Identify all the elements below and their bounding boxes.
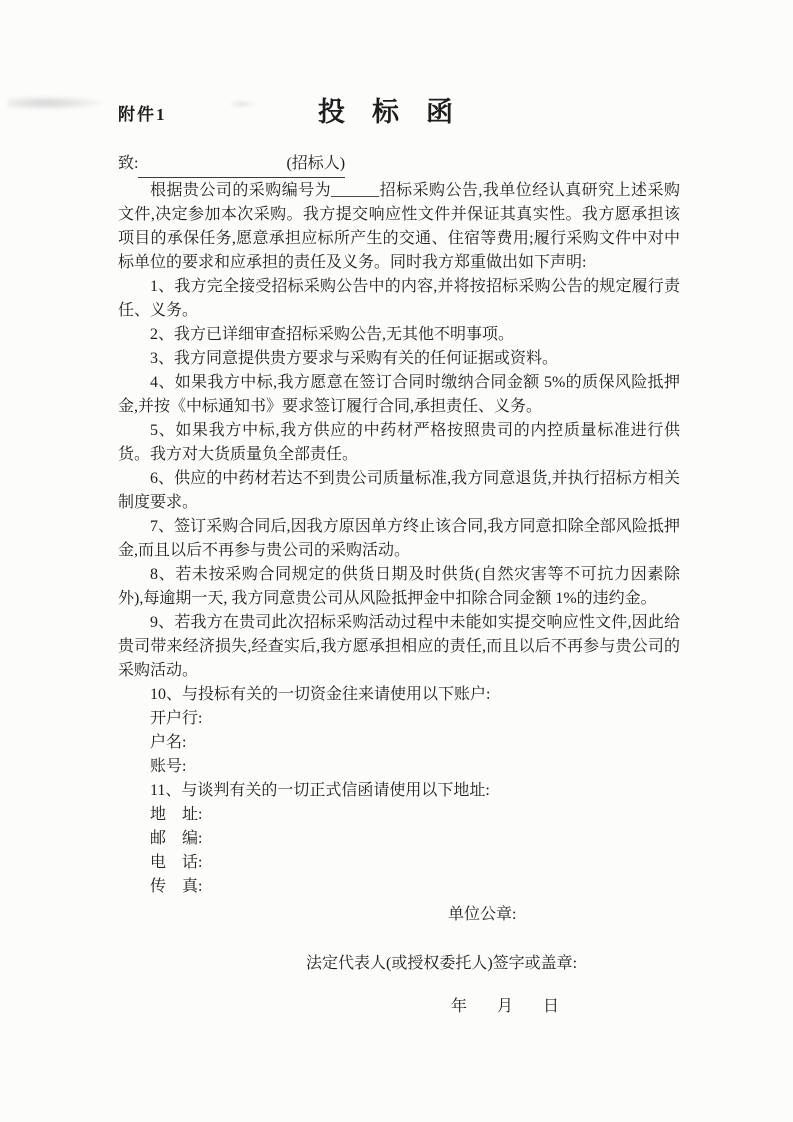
addressee-blank-line bbox=[138, 154, 345, 178]
paragraph: 地 址: bbox=[150, 806, 203, 823]
paragraph: 根据贵公司的采购编号为______招标采购公告,我单位经认真研究上述采购文件,决定参加本次采购。我方提交响应性文件并保证其真实性。我方愿承担该项目的承保任务,愿意承担应标所产生的交通、住宿等费用;履行采购文件中对中标单位的要求和应承担的责任及义务。同时我方郑重做出如下声明: bbox=[118, 182, 680, 271]
paragraph: 9、若我方在贵司此次招标采购活动过程中未能如实提交响应性文件,因此给贵司带来经济损失,经查实后,我方愿承担相应的责任,而且以后不再参与贵公司的采购活动。 bbox=[118, 614, 680, 679]
paragraph: 11、与谈判有关的一切正式信函请使用以下地址: bbox=[150, 782, 490, 799]
paragraph: 5、如果我方中标,我方供应的中药材严格按照贵司的内控质量标准进行供货。我方对大货质量负全部责任。 bbox=[118, 422, 680, 463]
paragraph: 10、与投标有关的一切资金往来请使用以下账户: bbox=[150, 686, 491, 703]
scan-smudge bbox=[8, 96, 104, 110]
paragraph: 账号: bbox=[150, 758, 187, 775]
paragraph: 2、我方已详细审查招标采购公告,无其他不明事项。 bbox=[150, 326, 515, 343]
seal-label: 单位公章: bbox=[448, 906, 517, 923]
paragraph: 户名: bbox=[150, 734, 187, 751]
paragraph: 8、若未按采购合同规定的供货日期及时供货(自然灾害等不可抗力因素除外),每逾期一天, 我方同意贵公司从风险抵押金中扣除合同金额 1%的违约金。 bbox=[118, 566, 680, 607]
fill-in-blank bbox=[138, 167, 286, 168]
salutation-line bbox=[118, 154, 345, 178]
paragraph: 邮 编: bbox=[150, 830, 203, 847]
paragraph: 传 真: bbox=[150, 878, 203, 895]
salutation-prefix: 致: bbox=[118, 155, 139, 172]
paragraph: 4、如果我方中标,我方愿意在签订合同时缴纳合同金额 5%的质保风险抵押金,并按《中标通知书》要求签订履行合同,承担责任、义务。 bbox=[118, 374, 680, 415]
signature-label: 法定代表人(或授权委托人)签字或盖章: bbox=[306, 955, 578, 972]
paragraph: 7、签订采购合同后,因我方原因单方终止该合同,我方同意扣除全部风险抵押金,而且以后不再参与贵公司的采购活动。 bbox=[118, 518, 680, 559]
paragraph: 1、我方完全接受招标采购公告中的内容,并将按招标采购公告的规定履行责任、义务。 bbox=[118, 278, 680, 319]
document-body bbox=[118, 179, 680, 899]
paragraph: 3、我方同意提供贵方要求与采购有关的任何证据或资料。 bbox=[150, 350, 559, 367]
page-title: 投标函 bbox=[318, 97, 480, 127]
attachment-label: 附件1 bbox=[118, 105, 167, 124]
addressee-label: (招标人) bbox=[286, 155, 346, 172]
date-label: 年 月 日 bbox=[451, 998, 567, 1015]
paragraph: 电 话: bbox=[150, 854, 203, 871]
paragraph: 6、供应的中药材若达不到贵公司质量标准,我方同意退货,并执行招标方相关制度要求。 bbox=[118, 470, 680, 511]
scan-smudge bbox=[228, 100, 256, 108]
paragraph: 开户行: bbox=[150, 710, 203, 727]
